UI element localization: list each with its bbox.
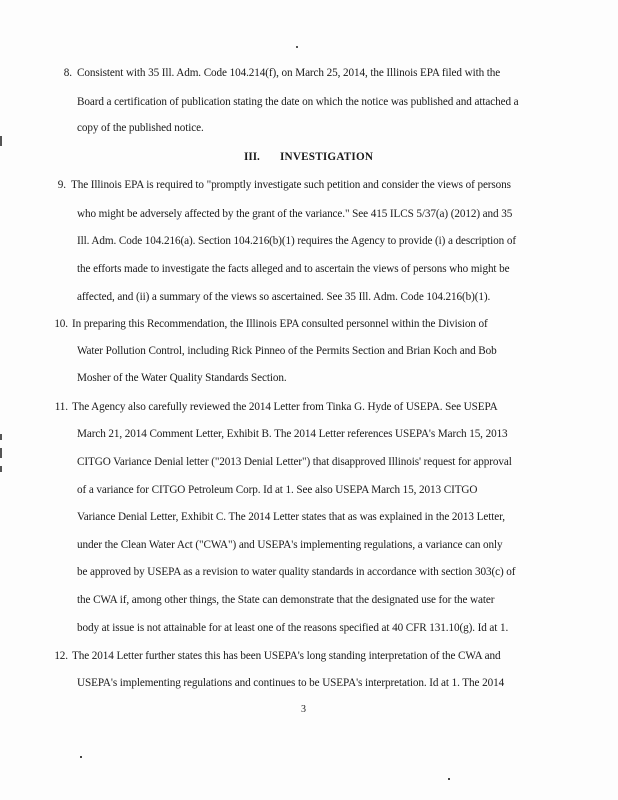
paragraph-line: Water Pollution Control, including Rick Pinneo of the Permits Section and Brian Koch and Bob xyxy=(77,345,497,357)
margin-mark xyxy=(0,448,2,458)
paragraph-line: The Illinois EPA is required to "promptly investigate such petition and consider the views of persons xyxy=(71,179,511,191)
paragraph-line: copy of the published notice. xyxy=(77,122,204,134)
paragraph-line: under the Clean Water Act ("CWA") and USEPA's implementing regulations, a variance can only xyxy=(77,539,503,551)
scan-speck xyxy=(296,46,298,48)
paragraph-line: USEPA's implementing regulations and continues to be USEPA's interpretation. Id at 1. The 2014 xyxy=(77,677,505,689)
paragraph-number: 10. xyxy=(54,318,68,330)
margin-mark xyxy=(0,466,2,472)
paragraph-line: the CWA if, among other things, the State can demonstrate that the designated use for the water xyxy=(77,594,495,606)
section-number: III. xyxy=(244,151,260,163)
margin-mark xyxy=(0,434,2,440)
paragraph-line: In preparing this Recommendation, the Illinois EPA consulted personnel within the Division of xyxy=(72,318,488,330)
paragraph-line: of a variance for CITGO Petroleum Corp. Id at 1. See also USEPA March 15, 2013 CITGO xyxy=(77,484,478,496)
paragraph-line: CITGO Variance Denial letter ("2013 Denial Letter") that disapproved Illinois' request for approval xyxy=(77,456,512,468)
paragraph-line: Mosher of the Water Quality Standards Section. xyxy=(77,372,287,384)
paragraph-line: March 21, 2014 Comment Letter, Exhibit B. The 2014 Letter references USEPA's March 15, 2013 xyxy=(77,428,508,440)
paragraph-line: affected, and (ii) a summary of the views so ascertained. See 35 Ill. Adm. Code 104.216(b)(1). xyxy=(77,291,491,303)
page-number: 3 xyxy=(301,704,306,715)
section-title: INVESTIGATION xyxy=(280,151,374,163)
paragraph-line: The Agency also carefully reviewed the 2014 Letter from Tinka G. Hyde of USEPA. See USEPA xyxy=(72,401,498,413)
paragraph-line: Variance Denial Letter, Exhibit C. The 2014 Letter states that as was explained in the 2013 Letter, xyxy=(77,511,505,523)
paragraph-line: Consistent with 35 Ill. Adm. Code 104.214(f), on March 25, 2014, the Illinois EPA filed with the xyxy=(77,67,501,79)
paragraph-number: 12. xyxy=(54,650,68,662)
paragraph-line: the efforts made to investigate the facts alleged and to ascertain the views of persons who might be xyxy=(77,263,510,275)
paragraph-line: The 2014 Letter further states this has been USEPA's long standing interpretation of the CWA and xyxy=(72,650,501,662)
margin-mark xyxy=(0,136,2,146)
scan-speck xyxy=(448,778,450,780)
paragraph-line: body at issue is not attainable for at least one of the reasons specified at 40 CFR 131.10(g). Id at 1. xyxy=(77,622,509,634)
paragraph-number: 9. xyxy=(57,179,66,191)
paragraph-line: Ill. Adm. Code 104.216(a). Section 104.216(b)(1) requires the Agency to provide (i) a description of xyxy=(77,235,516,247)
paragraph-line: who might be adversely affected by the grant of the variance." See 415 ILCS 5/37(a) (2012) and 35 xyxy=(77,208,513,220)
paragraph-number: 11. xyxy=(54,401,68,413)
paragraph-line: Board a certification of publication stating the date on which the notice was published and attached a xyxy=(77,96,519,108)
paragraph-line: be approved by USEPA as a revision to water quality standards in accordance with section 303(c) of xyxy=(77,566,516,578)
scan-speck xyxy=(80,756,82,758)
paragraph-number: 8. xyxy=(63,67,72,79)
